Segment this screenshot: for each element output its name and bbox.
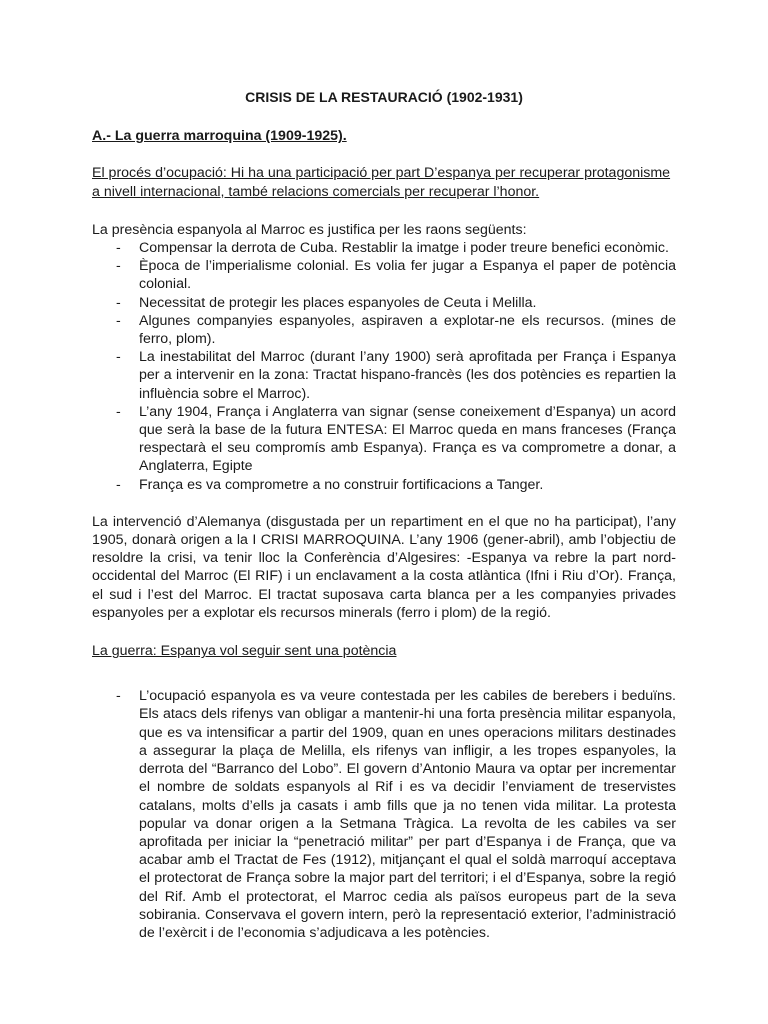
list-item: - La inestabilitat del Marroc (durant l’any 1900) serà aprofitada per França i Espanya per a intervenir en la zona: Tractat hispano-francès (les dos potències es repartien la influència sobre el Marroc). — [92, 348, 676, 403]
reasons-lead: La presència espanyola al Marroc es justifica per les raons següents: — [92, 221, 527, 238]
list-item: - França es va comprometre a no construir fortificacions a Tanger. — [92, 476, 676, 494]
war-subheading: La guerra: Espanya vol seguir sent una potència — [92, 643, 397, 660]
document-page — [92, 82, 676, 942]
list-item: - Necessitat de protegir les places espanyoles de Ceuta i Melilla. — [92, 294, 676, 312]
occupation-intro: El procés d’ocupació: Hi ha una participació per part D’espanya per recuperar protagonisme a nivell internacional, també relacions comercials per recuperar l’honor. — [92, 165, 671, 200]
reasons-list — [92, 239, 676, 494]
section-heading: A.- La guerra marroquina (1909-1925). — [92, 128, 347, 145]
list-item: - Compensar la derrota de Cuba. Restablir la imatge i poder treure benefici econòmic. — [92, 239, 676, 257]
war-list — [92, 687, 676, 942]
document-title: CRISIS DE LA RESTAURACIÓ (1902-1931) — [245, 89, 523, 105]
germany-paragraph: La intervenció d’Alemanya (disgustada per un repartiment en el que no ha participat), l’any 1905, donarà origen a la I CRISI MARROQUINA. L’any 1906 (gener-abril), amb l’objectiu de resoldre la crisi, va tenir lloc la Conferència d’Algesires: -Espanya va rebre la part nord-occidental del Marroc (El RIF) i un enclavament a la costa atlàntica (Ifni i Riu d’Or). França, el sud i l’est del Marroc. El tractat suposava carta blanca per a les companyies privades espanyoles per a explotar els recursos minerals (ferro i plom) de la regió. — [92, 513, 676, 621]
list-item: - L’any 1904, França i Anglaterra van signar (sense coneixement d’Espanya) un acord que serà la base de la futura ENTESA: El Marroc queda en mans franceses (França respectarà el seu compromís amb Espanya). França es va comprometre a donar, a Anglaterra, Egipte — [92, 403, 676, 476]
list-item: - Època de l’imperialisme colonial. Es volia fer jugar a Espanya el paper de potència colonial. — [92, 257, 676, 293]
list-item: - Algunes companyies espanyoles, aspiraven a explotar-ne els recursos. (mines de ferro, plom). — [92, 312, 676, 348]
list-item: - L’ocupació espanyola es va veure contestada per les cabiles de berebers i beduïns. Els atacs dels rifenys van obligar a mantenir-hi una forta presència militar espanyola, que es va intensificar a partir del 1909, quan en unes operacions militars destinades a assegurar la plaça de Melilla, els rifenys van infligir, a les tropes espanyoles, la derrota del “Barranco del Lobo”. El govern d’Antonio Maura va optar per incrementar el nombre de soldats espanyols al Rif i es va decidir l’enviament de treservistes catalans, molts d’ells ja casats i amb fills que ja no tenen vida militar. La protesta popular va donar origen a la Setmana Tràgica. La revolta de les cabiles va ser aprofitada per iniciar la “penetració militar” per part d’Espanya i de França, que va acabar amb el Tractat de Fes (1912), mitjançant el qual el soldà marroquí acceptava el protectorat de França sobre la major part del territori; i el d’Espanya, sobre la regió del Rif. Amb el protectorat, el Marroc cedia als països europeus part de la seva sobirania. Conservava el govern intern, però la representació exterior, l’administració de l’exèrcit i de l’economia s’adjudicava a les potències. — [92, 687, 676, 942]
